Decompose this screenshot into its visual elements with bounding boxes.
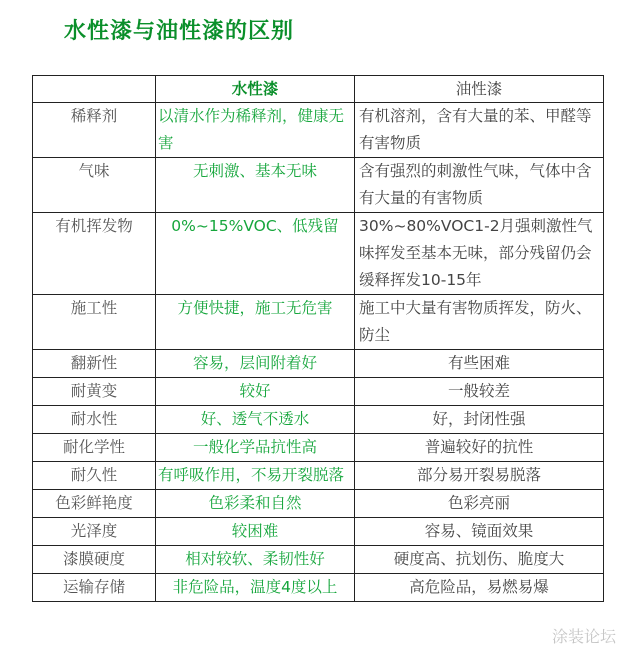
row-key: 漆膜硬度 xyxy=(33,546,156,574)
table-row xyxy=(33,378,604,406)
header-water-paint: 水性漆 xyxy=(156,76,355,103)
table-row xyxy=(33,574,604,602)
row-water: 色彩柔和自然 xyxy=(156,490,355,518)
row-key: 稀释剂 xyxy=(33,103,156,158)
header-key xyxy=(33,76,156,103)
row-water: 方便快捷，施工无危害 xyxy=(156,295,355,350)
row-key: 耐久性 xyxy=(33,462,156,490)
table-row xyxy=(33,350,604,378)
row-key: 翻新性 xyxy=(33,350,156,378)
row-water: 较困难 xyxy=(156,518,355,546)
comparison-table xyxy=(32,75,604,602)
row-key: 耐化学性 xyxy=(33,434,156,462)
row-oil: 好，封闭性强 xyxy=(355,406,604,434)
row-key: 光泽度 xyxy=(33,518,156,546)
table-row xyxy=(33,103,604,158)
row-oil: 有些困难 xyxy=(355,350,604,378)
row-oil: 容易、镜面效果 xyxy=(355,518,604,546)
row-water: 容易，层间附着好 xyxy=(156,350,355,378)
page-title: 水性漆与油性漆的区别 xyxy=(64,19,295,44)
header-oil-paint: 油性漆 xyxy=(355,76,604,103)
row-oil: 含有强烈的刺激性气味，气体中含有大量的有害物质 xyxy=(355,158,604,213)
row-oil: 色彩亮丽 xyxy=(355,490,604,518)
row-key: 运输存储 xyxy=(33,574,156,602)
row-key: 施工性 xyxy=(33,295,156,350)
table-row xyxy=(33,158,604,213)
row-key: 耐水性 xyxy=(33,406,156,434)
row-water: 较好 xyxy=(156,378,355,406)
table-row xyxy=(33,213,604,295)
table-row xyxy=(33,434,604,462)
row-oil: 30%~80%VOC1-2月强刺激性气味挥发至基本无味，部分残留仍会缓释挥发10-15年 xyxy=(355,213,604,295)
row-water: 相对较软、柔韧性好 xyxy=(156,546,355,574)
table-row xyxy=(33,490,604,518)
table-row xyxy=(33,518,604,546)
table-row xyxy=(33,295,604,350)
table-row xyxy=(33,406,604,434)
row-oil: 硬度高、抗划伤、脆度大 xyxy=(355,546,604,574)
row-water: 无刺激、基本无味 xyxy=(156,158,355,213)
table-header-row xyxy=(33,76,604,103)
row-key: 色彩鲜艳度 xyxy=(33,490,156,518)
row-key: 气味 xyxy=(33,158,156,213)
row-key: 有机挥发物 xyxy=(33,213,156,295)
row-water: 以清水作为稀释剂，健康无害 xyxy=(156,103,355,158)
row-water: 好、透气不透水 xyxy=(156,406,355,434)
watermark: 涂装论坛 xyxy=(551,627,616,646)
row-oil: 有机溶剂，含有大量的苯、甲醛等有害物质 xyxy=(355,103,604,158)
row-key: 耐黄变 xyxy=(33,378,156,406)
table-row xyxy=(33,546,604,574)
row-water: 0%~15%VOC、低残留 xyxy=(156,213,355,295)
table-row xyxy=(33,462,604,490)
row-water: 一般化学品抗性高 xyxy=(156,434,355,462)
row-water: 非危险品，温度4度以上 xyxy=(156,574,355,602)
row-oil: 普遍较好的抗性 xyxy=(355,434,604,462)
row-oil: 部分易开裂易脱落 xyxy=(355,462,604,490)
row-oil: 施工中大量有害物质挥发，防火、防尘 xyxy=(355,295,604,350)
row-oil: 高危险品，易燃易爆 xyxy=(355,574,604,602)
row-water: 有呼吸作用，不易开裂脱落 xyxy=(156,462,355,490)
row-oil: 一般较差 xyxy=(355,378,604,406)
